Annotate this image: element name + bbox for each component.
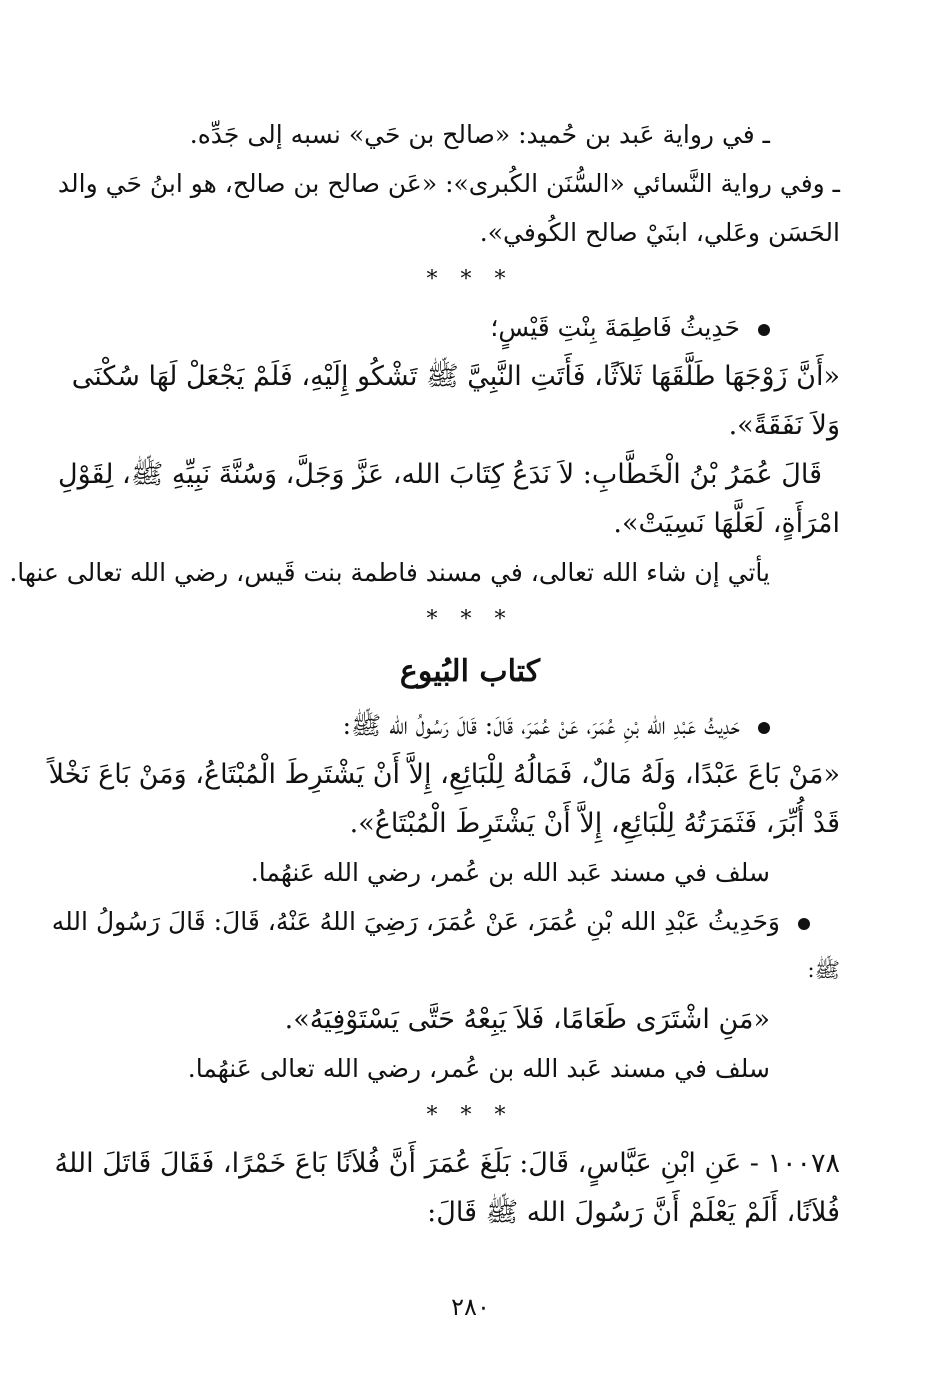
- hadith-heading: [51, 897, 840, 946]
- hadith-text-line: «مَنِ اشْتَرَى طَعَامًا، فَلاَ يَبِعْهُ حَتَّى يَسْتَوْفِيَهُ».: [284, 1004, 770, 1035]
- hadith-text-line: وَلاَ نَفَقَةً».: [728, 410, 840, 441]
- chapter-title: كتاب البُيوع: [399, 654, 541, 689]
- hadith-heading-text: حَدِيثُ فَاطِمَةَ بِنْتِ قَيْسٍ؛: [490, 313, 740, 342]
- text-line: ـ وفي رواية النَّسائي «السُّنَن الكُبرى»: «عَن صالح بن صالح، هو ابنُ حَي والد: [57, 169, 840, 198]
- hadith-text-line: امْرَأَةٍ، لَعَلَّهَا نَسِيَتْ».: [613, 508, 840, 539]
- section-separator: * * *: [426, 1103, 514, 1128]
- cross-reference-note: سلف في مسند عَبد الله بن عُمر، رضي الله عَنهُما.: [250, 858, 770, 887]
- hadith-text-line: فُلاَنًا، أَلَمْ يَعْلَمْ أَنَّ رَسُولَ الله ﷺ قَالَ:: [427, 1197, 840, 1228]
- hadith-heading: [100, 303, 840, 352]
- hadith-text-line: «أَنَّ زَوْجَهَا طَلَّقَهَا ثَلاَثًا، فَأَتَتِ النَّبِيَّ ﷺ تَشْكُو إِلَيْهِ، فَلَمْ يَجْعَلْ لَهَا سُكْنَى: [71, 361, 840, 392]
- section-separator: * * *: [426, 267, 514, 292]
- section-separator: * * *: [426, 607, 514, 632]
- hadith-heading-text: وَحَدِيثُ عَبْدِ الله بْنِ عُمَرَ، عَنْ عُمَرَ، رَضِيَ اللهُ عَنْهُ، قَالَ: قَالَ رَسُولُ الله: [51, 907, 780, 936]
- text-line: ـ في رواية عَبد بن حُميد: «صالح بن حَي» نسبه إلى جَدِّه.: [189, 120, 770, 149]
- hadith-text-line: «مَنْ بَاعَ عَبْدًا، وَلَهُ مَالٌ، فَمَالُهُ لِلْبَائِعِ، إِلاَّ أَنْ يَشْتَرِطَ الْمُبْتَاعُ، وَمَنْ بَاعَ نَخْلاً: [48, 759, 840, 790]
- text-line: ﷺ:: [807, 958, 840, 982]
- text-line: الحَسَن وعَلي، ابنَيْ صالح الكُوفي».: [479, 218, 840, 247]
- hadith-text-line: قَدْ أُبِّرَ، فَثَمَرَتُهُ لِلْبَائِعِ، إِلاَّ أَنْ يَشْتَرِطَ الْمُبْتَاعُ».: [349, 808, 840, 839]
- cross-reference-note: يأتي إن شاء الله تعالى، في مسند فاطمة بنت قَيس، رضي الله تعالى عنها.: [9, 558, 770, 587]
- page-number: ٢٨٠: [451, 1293, 490, 1321]
- hadith-text-line: قَالَ عُمَرُ بْنُ الْخَطَّابِ: لاَ نَدَعُ كِتَابَ الله، عَزَّ وَجَلَّ، وَسُنَّةَ نَبِيِّهِ ﷺ، لِقَوْلِ: [57, 459, 822, 490]
- hadith-heading: [100, 701, 840, 750]
- bullet-icon: [758, 324, 770, 336]
- cross-reference-note: سلف في مسند عَبد الله بن عُمر، رضي الله تعالى عَنهُما.: [187, 1054, 770, 1083]
- hadith-heading-text: حَدِيثُ عَبْدِ الله بْنِ عُمَرَ، عَنْ عُمَرَ، قَالَ: قَالَ رَسُولُ الله ﷺ:: [342, 711, 740, 740]
- page-body: [9, 110, 840, 1237]
- hadith-text-line: ١٠٠٧٨ - عَنِ ابْنِ عَبَّاسٍ، قَالَ: بَلَغَ عُمَرَ أَنَّ فُلاَنًا بَاعَ خَمْرًا، فَقَالَ قَاتَلَ اللهُ: [54, 1148, 840, 1179]
- bullet-icon: [758, 722, 770, 734]
- bullet-icon: [798, 918, 810, 930]
